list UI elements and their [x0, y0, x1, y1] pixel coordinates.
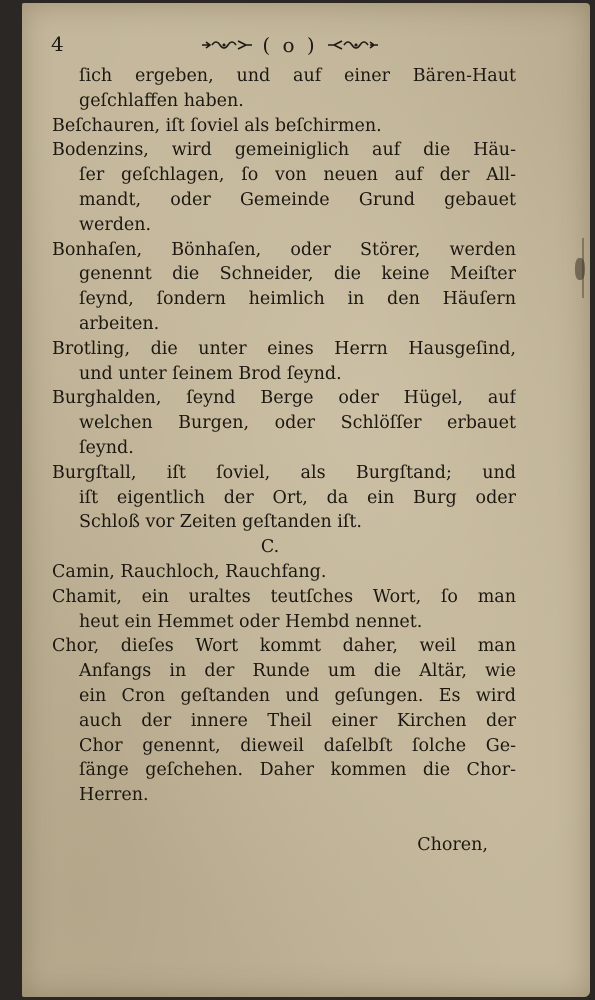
body-text — [52, 64, 516, 858]
section-letter: C. — [260, 537, 280, 558]
text-line: arbeiten. — [79, 313, 160, 334]
text-line: Beſchauren, iſt ſoviel als beſchirmen. — [52, 115, 382, 136]
text-line: werden. — [79, 214, 152, 235]
text-line: mandt, oder Gemeinde Grund gebauet — [79, 189, 516, 210]
text-line: Bonhaſen, Bönhaſen, oder Störer, werden — [52, 239, 516, 260]
text-line: ſeynd. — [79, 437, 134, 458]
text-line: Chor genennt, dieweil daſelbſt ſolche Ge- — [79, 735, 516, 756]
text-line: heut ein Hemmet oder Hembd nennet. — [79, 611, 423, 632]
text-line: ein Cron geſtanden und geſungen. Es wird — [79, 685, 516, 706]
text-line: iſt eigentlich der Ort, da ein Burg oder — [79, 487, 516, 508]
text-line: ſänge geſchehen. Daher kommen die Chor- — [79, 760, 516, 781]
text-line: Burgſtall, iſt ſoviel, als Burgſtand; und — [52, 462, 516, 483]
text-line: Herren. — [79, 785, 149, 806]
page-fold-mark — [575, 258, 585, 280]
text-line: Chamit, ein uraltes teutſches Wort, ſo man — [52, 586, 516, 607]
text-line: Camin, Rauchloch, Rauchfang. — [52, 561, 327, 582]
text-line: Chor, dieſes Wort kommt daher, weil man — [52, 636, 516, 657]
text-line: Schloß vor Zeiten geſtanden iſt. — [79, 512, 362, 533]
text-line: Anfangs in der Runde um die Altär, wie — [79, 661, 516, 682]
text-line — [52, 808, 516, 833]
text-line: ſer geſchlagen, ſo von neuen auf der All- — [79, 165, 516, 186]
text-line: Bodenzins, wird gemeiniglich auf die Häu- — [52, 140, 516, 161]
text-line: auch der innere Theil einer Kirchen der — [79, 710, 516, 731]
text-line: geſchlaffen haben. — [79, 90, 244, 111]
text-line: Burghalden, ſeynd Berge oder Hügel, auf — [52, 388, 516, 409]
text-line: genennt die Schneider, die keine Meiſter — [79, 264, 516, 285]
left-ornament-icon — [200, 37, 254, 53]
text-line: welchen Burgen, oder Schlöſſer erbauet — [79, 413, 516, 434]
text-line: ſich ergeben, und auf einer Bären-Haut — [79, 66, 516, 86]
text-line: Brotling, die unter eines Herrn Hausgeſind, — [52, 338, 516, 359]
catchword: Choren, — [417, 834, 488, 855]
text-line: und unter ſeinem Brod ſeynd. — [79, 363, 342, 384]
signature-mark: ( o ) — [262, 33, 318, 57]
page-header — [185, 30, 395, 60]
right-ornament-icon — [326, 37, 380, 53]
text-line: ſeynd, ſondern heimlich in den Häuſern — [79, 289, 516, 310]
page-number: 4 — [51, 32, 64, 56]
